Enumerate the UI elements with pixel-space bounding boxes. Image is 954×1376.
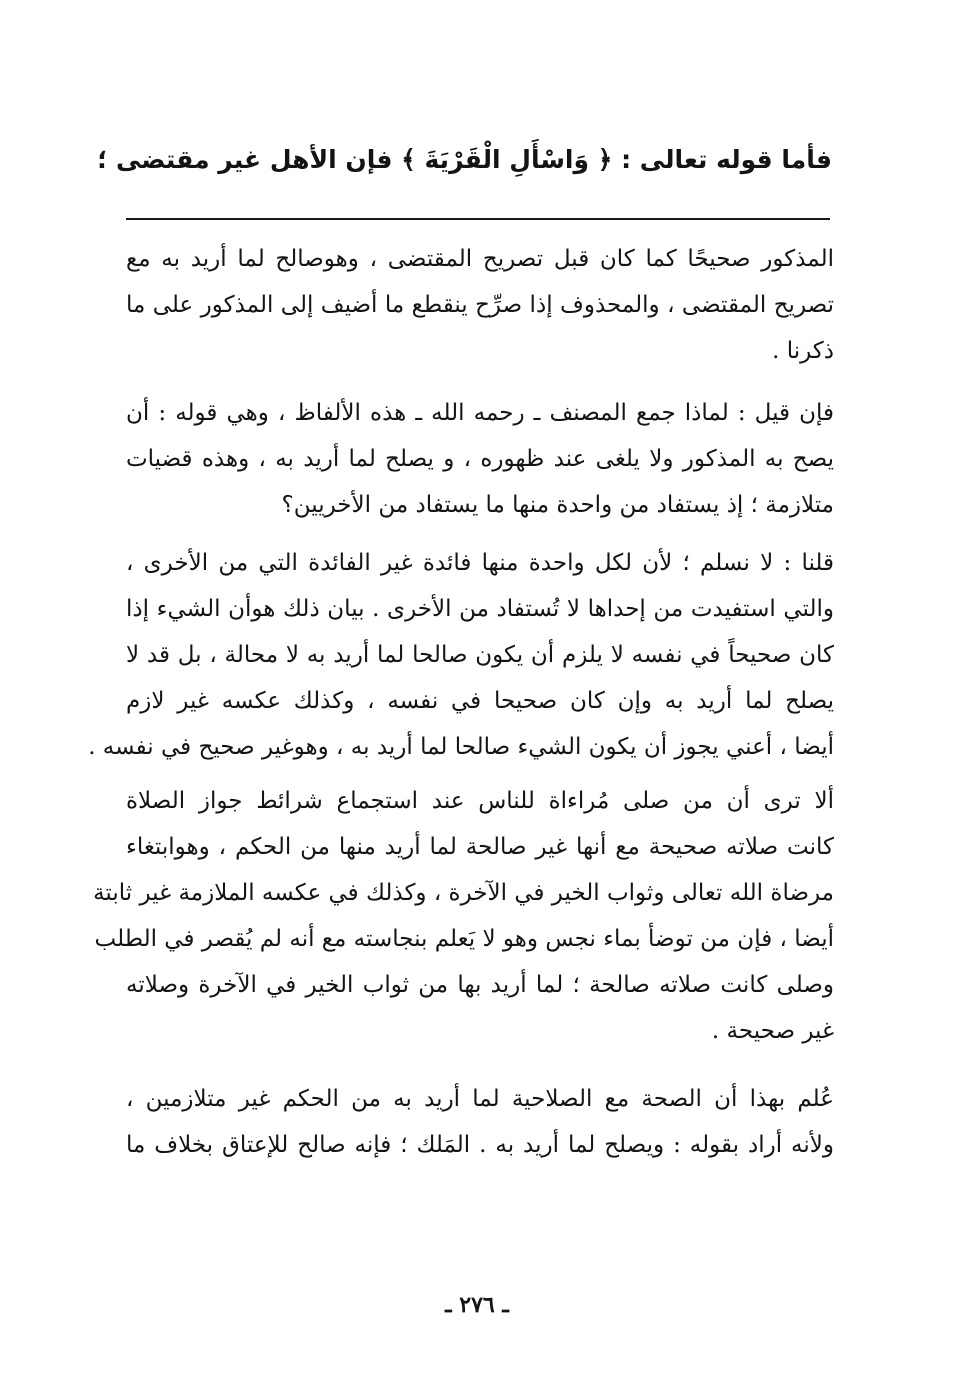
text-line: متلازمة ؛ إذ يستفاد من واحدة منها ما يستفاد من الأخريين؟ (281, 492, 834, 518)
text-line: غير صحيحة . (711, 1018, 834, 1044)
section-heading: فأما قوله تعالى : ﴿ وَاسْأَلِ الْقَرْيَةَ ﴾ فإن الأهل غير مقتضى ؛ (97, 145, 832, 174)
text-line: والتي استفيدت من إحداها لا تُستفاد من الأخرى . بيان ذلك هوأن الشيء إذا (126, 596, 834, 622)
text-line: فإن قيل : لماذا جمع المصنف ـ رحمه الله ـ هذه الألفاظ ، وهي قوله : أن (126, 400, 834, 426)
text-line: كانت صلاته صحيحة مع أنها غير صالحة لما أريد منها من الحكم ، وهوابتغاء (126, 834, 834, 860)
text-line: عُلم بهذا أن الصحة مع الصلاحية لما أريد به من الحكم غير متلازمين ، (126, 1086, 834, 1112)
paragraph-4 (93, 778, 834, 1054)
paragraph-2 (126, 390, 834, 528)
text-line: المذكور صحيحًا كما كان قبل تصريح المقتضى ، وهوصالح لما أريد به مع (126, 246, 834, 272)
paragraph-3 (88, 540, 834, 770)
text-line: مرضاة الله تعالى وثواب الخير في الآخرة ، وكذلك في عكسه الملازمة غير ثابتة (93, 880, 834, 906)
text-line: قلنا : لا نسلم ؛ لأن لكل واحدة منها فائدة غير الفائدة التي من الأخرى ، (126, 550, 834, 576)
body-text (88, 236, 834, 1184)
text-line: يصح به المذكور ولا يلغى عند ظهوره ، و يصلح لما أريد به ، وهذه قضيات (126, 446, 834, 472)
text-line: ألا ترى أن من صلى مُراءاة للناس عند استجماع شرائط جواز الصلاة (126, 788, 834, 814)
text-line: ذكرنا . (772, 338, 834, 364)
text-line: يصلح لما أريد به وإن كان صحيحا في نفسه ، وكذلك عكسه غير لازم (126, 688, 834, 714)
text-line: أيضا ، أعني يجوز أن يكون الشيء صالحا لما أريد به ، وهوغير صحيح في نفسه . (88, 734, 834, 760)
paragraph-1 (126, 236, 834, 374)
text-line: وصلى كانت صلاته صالحة ؛ لما أريد بها من ثواب الخير في الآخرة وصلاته (126, 972, 834, 998)
heading-divider (126, 218, 830, 220)
text-line: أيضا ، فإن من توضأ بماء نجس وهو لا يَعلم بنجاسته مع أنه لم يُقصر في الطلب (94, 926, 834, 952)
paragraph-5 (126, 1076, 834, 1168)
text-line: ولأنه أراد بقوله : ويصلح لما أريد به . المَلك ؛ فإنه صالح للإعتاق بخلاف ما (126, 1132, 834, 1158)
text-line: تصريح المقتضى ، والمحذوف إذا صرِّح ينقطع ما أضيف إلى المذكور على ما (126, 292, 834, 318)
page-number: ـ ٢٧٦ ـ (445, 1292, 509, 1318)
text-line: كان صحيحاً في نفسه لا يلزم أن يكون صالحا لما أريد به لا محالة ، بل قد لا (126, 642, 834, 668)
